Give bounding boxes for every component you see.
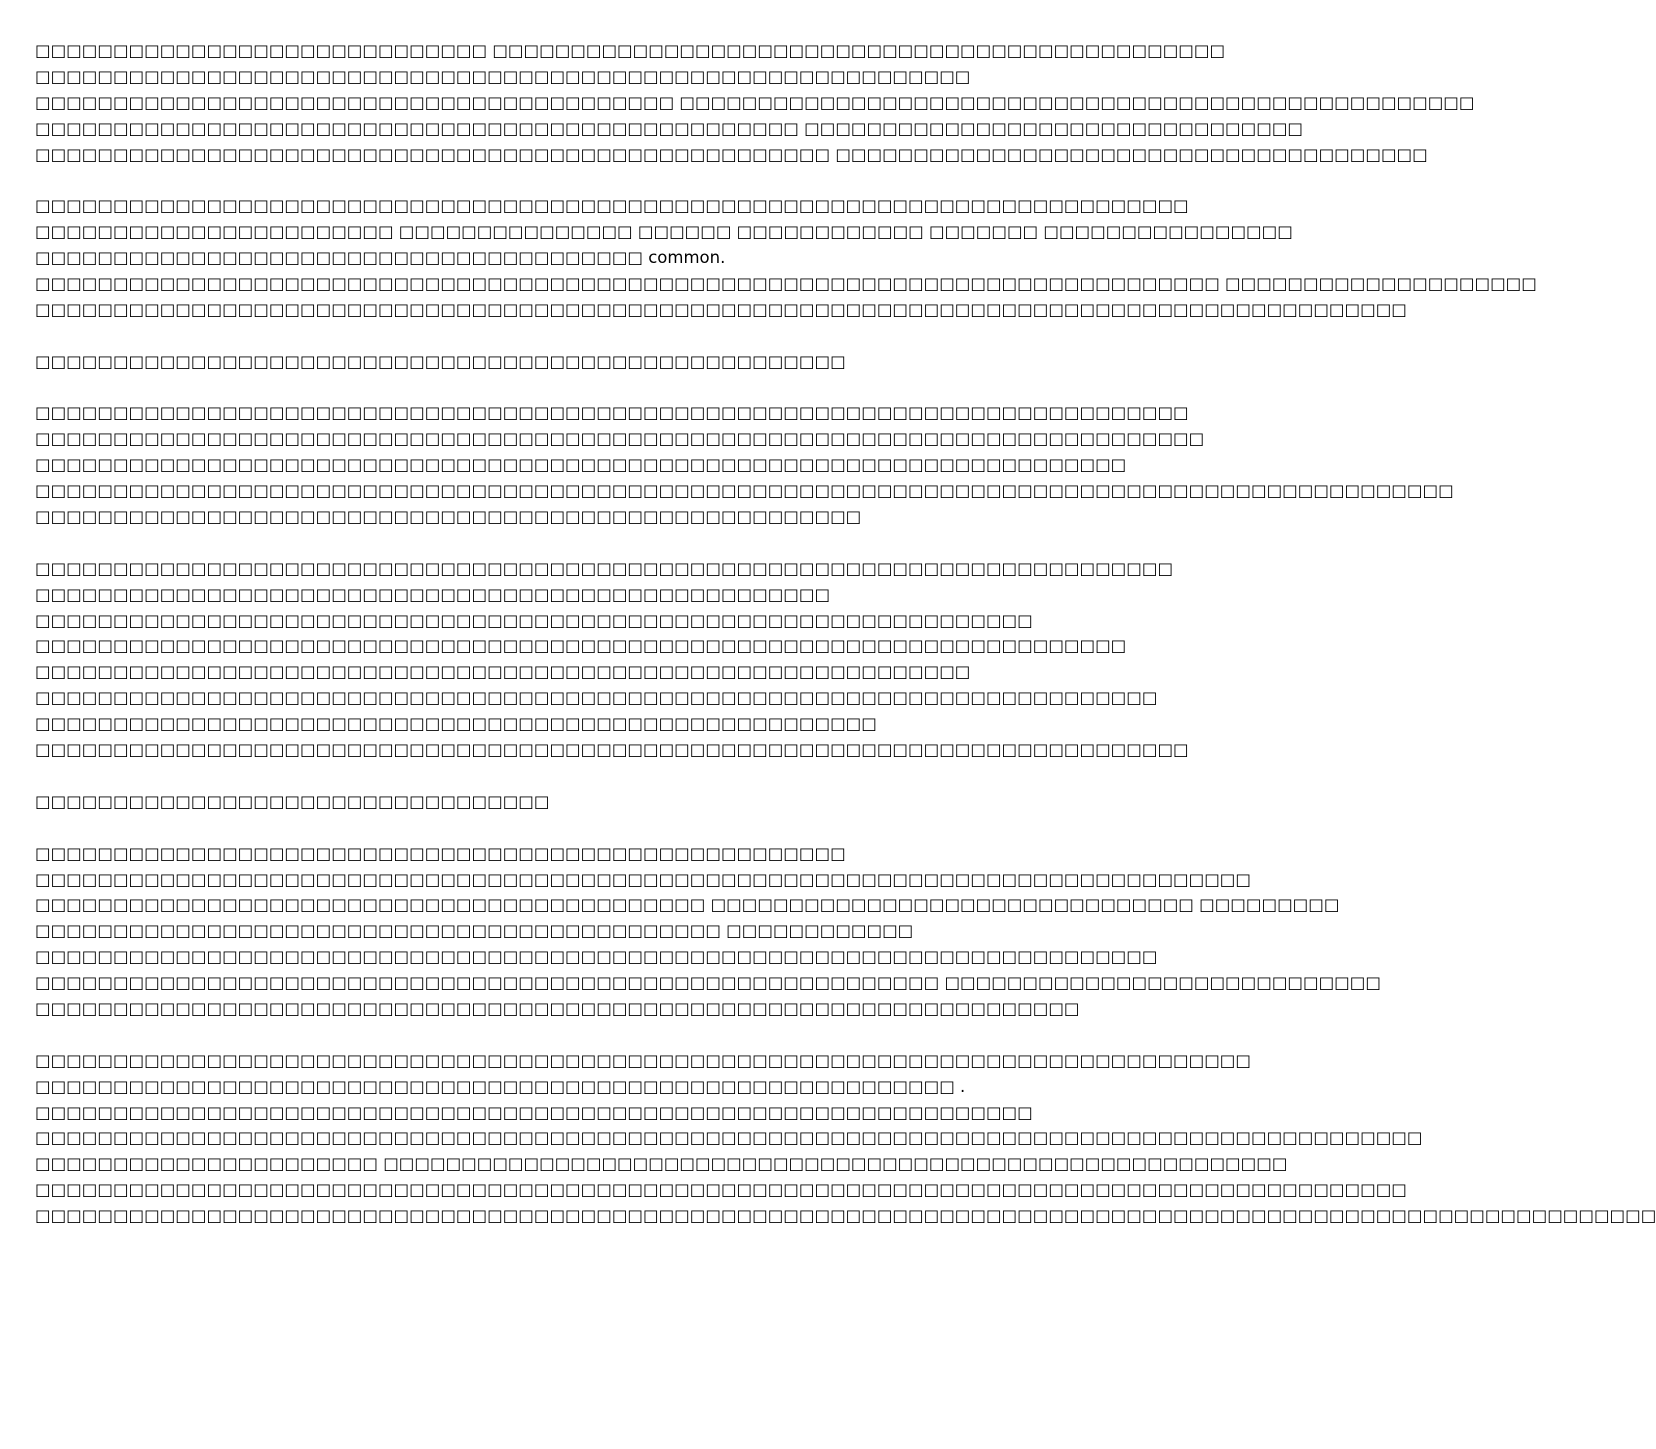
paragraph-gap	[35, 763, 995, 789]
text-line: □□□□□□□□□□□□□□□□□□□□□□□□□□□□□□□□□□□□□□□□□□□□□□□□□□□□□□□□□□□□□□□□□□□□□□□□□□□□□□□□□□□□□□□□□□□	[35, 481, 1454, 501]
text-line: □□□□□□□□□□□□□□□□□□□□□□□□□□□□□□□□□□□□□□□□□□□□ □□□□□□□□□□□□	[35, 921, 914, 941]
text-line: □□□□□□□□□□□□□□□□□□□□□□□□□□□□□□□□□□□□□□□□□ □□□□□□□□□□□□□□□□□□□□□□□□□□□□□□□□□□□□□□□□□□□□□□□□□□□	[35, 92, 1475, 112]
text-line: □□□□□□□□□□□□□□□□□□□□□□□□□□□□□□□□□□□□□□□□□□□□□□□□□□□□□□□□□□ □□□□□□□□□□□□□□□□□□□□□□□□□□□□	[35, 973, 1381, 993]
text-line: □□□□□□□□□□□□□□□□□□□□□□□□□□□□□ □□□□□□□□□□□□□□□□□□□□□□□□□□□□□□□□□□□□□□□□□□□□□□□	[35, 41, 1226, 60]
paragraph-gap	[35, 1022, 995, 1048]
text-line: □□□□□□□□□□□□□□□□□□□□□□□□□□□□□□□□□□□□□□□□□□□□□□□□□□□□□□□□□□□□□□□□□□□□□□□□□□□□□□□□□□□□□□□□□	[35, 1128, 1423, 1148]
text-line: □□□□□□□□□□□□□□□□□□□□□□□□□□□□□□□□□□□□□□□□□□□□□□□□□□□□□□□□□□□□	[35, 662, 971, 682]
text-line: □□□□□□□□□□□□□□□□□□□□□□□□□□□□□□□□□□□□□□□□□□□□□□□□□□□□□□□□□□□□□□□□	[35, 1102, 1033, 1122]
text-line: □□□□□□□□□□□□□□□□□□□□□□□□□□□□□□□□□□□□□□□□□□□□□□□□□□□□□□□□□□□□□□□□□□□□□□□□□□□□□□	[35, 1050, 1251, 1070]
text-line: □□□□□□□□□□□□□□□□□□□□□□□□□□□□□□□□□	[35, 791, 550, 811]
paragraph-gap	[35, 323, 995, 349]
text-line: □□□□□□□□□□□□□□□□□□□□□□ □□□□□□□□□□□□□□□□□□□□□□□□□□□□□□□□□□□□□□□□□□□□□□□□□□□□□□□□□□	[35, 1154, 1288, 1174]
text-line: □□□□□□□□□□□□□□□□□□□□□□□□□□□□□□□□□□□□□□□□□□□□□□□□□□□□□□□□□□□□□□□□□□□□□□□□□□□□□□□□□□□□□□□□	[35, 299, 1407, 319]
text-line: □□□□□□□□□□□□□□□□□□□□□□□□□□□□□□□□□□□□□□□□□□□□□□□□□□□□□□□□□□□□□□□□□□□□□□	[35, 636, 1127, 656]
text-line: □□□□□□□□□□□□□□□□□□□□□□□□□□□□□□□□□□□□□□□□□□□□□□□□□□□□□□□□□□□□□□□□□□□□□□□□□□□□□□	[35, 869, 1251, 889]
text-line: □□□□□□□□□□□□□□□□□□□□□□□□□□□□□□□□□□□□□□□□□□□□□□□□□□□□□□□□□□□□□□□□□□□□□□□□□□	[35, 403, 1189, 423]
text-line: □□□□□□□□□□□□□□□□□□□□□□□□□□□□□□□□□□□□□□□□□□□□□□□□□□□□□□□□□□□□□□□□□□□□□□□□□□□□□□□□□□□□□□□□	[35, 1180, 1407, 1200]
paragraph-gap	[35, 167, 995, 193]
text-line: □□□□□□□□□□□□□□□□□□□□□□□□□□□□□□□□□□□□□□□□□□□□□□□□□ □□□□□□□□□□□□□□□□□□□□□□□□□□□□□□□□	[35, 118, 1304, 138]
text-line: □□□□□□□□□□□□□□□□□□□□□□□□□□□□□□□□□□□□□□□□□□□□□□□□□□□□□□□□□□□□□□□□□□□□□□□□	[35, 947, 1158, 967]
paragraph-gap	[35, 815, 995, 841]
document-text	[35, 38, 1656, 1229]
text-line: □□□□□□□□□□□□□□□□□□□□□□□□□□□□□□□□□□□□□□□□□□□□□□□□□□□□□□	[35, 714, 877, 734]
text-line: □□□□□□□□□□□□□□□□□□□□□□□ □□□□□□□□□□□□□□□ □□□□□□ □□□□□□□□□□□□ □□□□□□□ □□□□□□□□□□□□□□□□	[35, 222, 1293, 242]
text-line: □□□□□□□□□□□□□□□□□□□□□□□□□□□□□□□□□□□□□□□□□□□□□□□□□□□□□□□□□□□□□□□□□□□□□□□□□□□	[35, 429, 1205, 449]
text-line: □□□□□□□□□□□□□□□□□□□□□□□□□□□□□□□□□□□□□□□□□□□□□□□□□□□	[35, 584, 831, 604]
paragraph-gap	[35, 375, 995, 401]
text-line: □□□□□□□□□□□□□□□□□□□□□□□□□□□□□□□□□□□□□□□□□□□□□□□□□□□□□□□□□□□□□□□□□□□□□□□□□□□□ □□□□□□□□□□□□□□□□□□□□	[35, 274, 1537, 294]
text-line: □□□□□□□□□□□□□□□□□□□□□□□□□□□□□□□□□□□□□□□□□□□ □□□□□□□□□□□□□□□□□□□□□□□□□□□□□□□ □□□□□□□□□	[35, 895, 1340, 915]
text-line: □□□□□□□□□□□□□□□□□□□□□□□□□□□□□□□□□□□□□□□□□□□□□□□□□□□□□□□□□□□□□□□□□□□□□□□□□□	[35, 740, 1189, 760]
text-line: □□□□□□□□□□□□□□□□□□□□□□□□□□□□□□□□□□□□□□□□□□□□□□□□□□□□□□□□□□□ .	[35, 1076, 966, 1096]
text-line: □□□□□□□□□□□□□□□□□□□□□□□□□□□□□□□□□□□□□□□ common.	[35, 248, 726, 268]
text-line: □□□□□□□□□□□□□□□□□□□□□□□□□□□□□□□□□□□□□□□□□□□□□□□□□□□□□□□□□□□□□□□□□□□□□□□□□	[35, 558, 1174, 578]
text-line: □□□□□□□□□□□□□□□□□□□□□□□□□□□□□□□□□□□□□□□□□□□□□□□□□□□□	[35, 351, 846, 371]
text-line: □□□□□□□□□□□□□□□□□□□□□□□□□□□□□□□□□□□□□□□□□□□□□□□□□□□□□□□□□□□□	[35, 66, 971, 86]
paragraph-gap	[35, 530, 995, 556]
text-line: □□□□□□□□□□□□□□□□□□□□□□□□□□□□□□□□□□□□□□□□□□□□□□□□□□□□	[35, 843, 846, 863]
text-line: □□□□□□□□□□□□□□□□□□□□□□□□□□□□□□□□□□□□□□□□□□□□□□□□□□□□□□□□□□□□□□□□□□□□□□□□□□	[35, 196, 1189, 216]
text-line: □□□□□□□□□□□□□□□□□□□□□□□□□□□□□□□□□□□□□□□□□□□□□□□□□□□□□□□□□□□□□□□□□□□□□□□□□□□□□□□□□□□□□□□□□□□□□□□□□□□□□□□□	[35, 1206, 1656, 1226]
text-line: □□□□□□□□□□□□□□□□□□□□□□□□□□□□□□□□□□□□□□□□□□□□□□□□□□□□□□□□□□□□□□□□□□□□□□□□	[35, 688, 1158, 708]
text-line: □□□□□□□□□□□□□□□□□□□□□□□□□□□□□□□□□□□□□□□□□□□□□□□□□□□ □□□□□□□□□□□□□□□□□□□□□□□□□□□□□□□□□□□□□□	[35, 144, 1428, 164]
text-line: □□□□□□□□□□□□□□□□□□□□□□□□□□□□□□□□□□□□□□□□□□□□□□□□□□□□□□□□□□□□□□□□	[35, 610, 1033, 630]
text-line: □□□□□□□□□□□□□□□□□□□□□□□□□□□□□□□□□□□□□□□□□□□□□□□□□□□□□□□□□□□□□□□□□□□	[35, 998, 1080, 1018]
text-line: □□□□□□□□□□□□□□□□□□□□□□□□□□□□□□□□□□□□□□□□□□□□□□□□□□□□□	[35, 507, 862, 527]
text-line: □□□□□□□□□□□□□□□□□□□□□□□□□□□□□□□□□□□□□□□□□□□□□□□□□□□□□□□□□□□□□□□□□□□□□□	[35, 455, 1127, 475]
